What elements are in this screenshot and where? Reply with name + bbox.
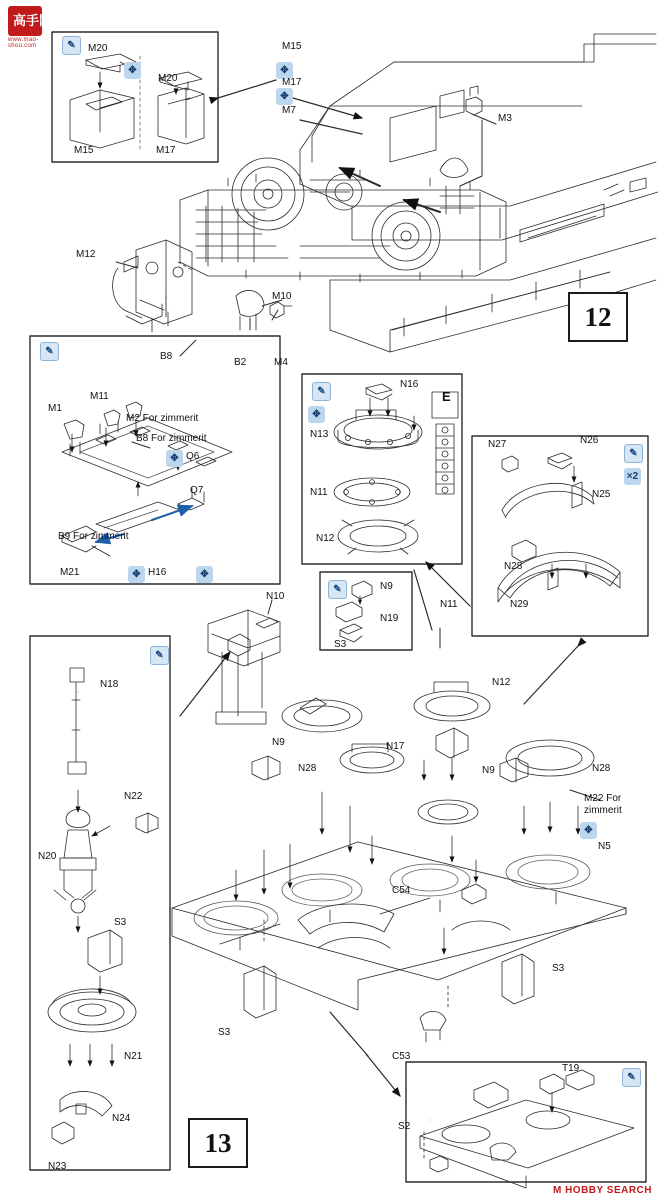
label-e: E	[442, 389, 451, 404]
label-b9-zimmerit: M21	[60, 567, 80, 578]
label-n24: N24	[112, 1113, 131, 1124]
label-b8: B8	[160, 351, 173, 362]
label-m22-zimmerit-1: M22 For	[584, 793, 622, 804]
label-m2-zimmerit: M2 For zimmerit	[126, 413, 199, 424]
label-n25: N25	[592, 489, 611, 500]
clamp-icon: ✥	[276, 62, 293, 79]
glue-icon: ✎	[622, 1068, 641, 1087]
label-m17: M17	[282, 77, 302, 88]
clamp-icon: ✥	[308, 406, 325, 423]
label-n20: N20	[38, 851, 57, 862]
glue-icon: ✎	[328, 580, 347, 599]
label-m12: M12	[76, 249, 96, 260]
label-n9-panel: N9	[380, 581, 393, 592]
label-m21: H16	[148, 567, 167, 578]
clamp-icon: ✥	[124, 62, 141, 79]
footer-brand	[553, 1185, 652, 1196]
label-n11-panel: N11	[310, 487, 328, 498]
label-n10: N10	[266, 591, 285, 602]
label-n28-right: N28	[592, 763, 611, 774]
step-number-12: 12	[568, 292, 628, 342]
label-n17: N17	[386, 741, 405, 752]
label-n22: N22	[124, 791, 143, 802]
label-m15: M15	[282, 41, 302, 52]
label-c54: C54	[392, 885, 411, 896]
label-n27: N27	[488, 439, 507, 450]
label-n26: N26	[580, 435, 599, 446]
glue-icon: ✎	[150, 646, 169, 665]
label-n28-panel: N28	[504, 561, 523, 572]
label-n29: N29	[510, 599, 529, 610]
footer-brand-text: HOBBY SEARCH	[565, 1185, 652, 1196]
glue-icon: ✎	[624, 444, 643, 463]
label-n9-left: N9	[272, 737, 285, 748]
label-n13: N13	[310, 429, 329, 440]
label-m3: M3	[498, 113, 512, 124]
label-n19: N19	[380, 613, 399, 624]
footer-brand-mark: M	[552, 1185, 562, 1196]
label-b8-zimmerit: B8 For zimmerit	[136, 433, 207, 444]
label-s2: S2	[398, 1121, 411, 1132]
label-m16: Q6	[186, 451, 200, 462]
label-m20-b: M20	[158, 73, 178, 84]
label-n9-right: N9	[482, 765, 495, 776]
label-b2: B2	[234, 357, 247, 368]
label-m1: M1	[48, 403, 62, 414]
step-number-13: 13	[188, 1118, 248, 1168]
label-m7: M7	[282, 105, 296, 116]
label-m11: M11	[90, 391, 109, 402]
label-t19: T19	[562, 1063, 580, 1074]
label-m20-a: M20	[88, 43, 108, 54]
clamp-icon: ✥	[196, 566, 213, 583]
label-s3-bottom-left: S3	[218, 1027, 231, 1038]
clamp-icon: ✥	[128, 566, 145, 583]
clamp-icon: ✥	[580, 822, 597, 839]
label-q6: Q7	[190, 485, 204, 496]
label-m17-panel: M17	[156, 145, 176, 156]
logo-text: 高手网	[13, 14, 53, 29]
label-n12-panel: N12	[316, 533, 335, 544]
label-s3-panel: S3	[334, 639, 347, 650]
clamp-icon: ✥	[276, 88, 293, 105]
label-n16: N16	[400, 379, 419, 390]
label-n23: N23	[48, 1161, 67, 1172]
label-n5: N5	[598, 841, 611, 852]
logo-subtext: www.mao-shou.com	[8, 37, 39, 49]
two-parts-icon: ×2	[624, 468, 641, 485]
label-s3-column: S3	[114, 917, 127, 928]
watermark-logo	[8, 6, 56, 49]
label-n11: N11	[440, 599, 458, 610]
glue-icon: ✎	[40, 342, 59, 361]
label-m15-panel: M15	[74, 145, 94, 156]
label-m10: M10	[272, 291, 292, 302]
label-m22-zimmerit-2: zimmerit	[584, 805, 622, 816]
label-s3-bottom-right: S3	[552, 963, 565, 974]
label-m4: M4	[274, 357, 288, 368]
label-c53: C53	[392, 1051, 411, 1062]
clamp-icon: ✥	[166, 450, 183, 467]
glue-icon: ✎	[312, 382, 331, 401]
label-n21: N21	[124, 1051, 143, 1062]
label-q7: B9 For zimmerit	[58, 531, 129, 542]
label-n28-left: N28	[298, 763, 317, 774]
label-n12: N12	[492, 677, 511, 688]
label-n18: N18	[100, 679, 119, 690]
glue-icon: ✎	[62, 36, 81, 55]
